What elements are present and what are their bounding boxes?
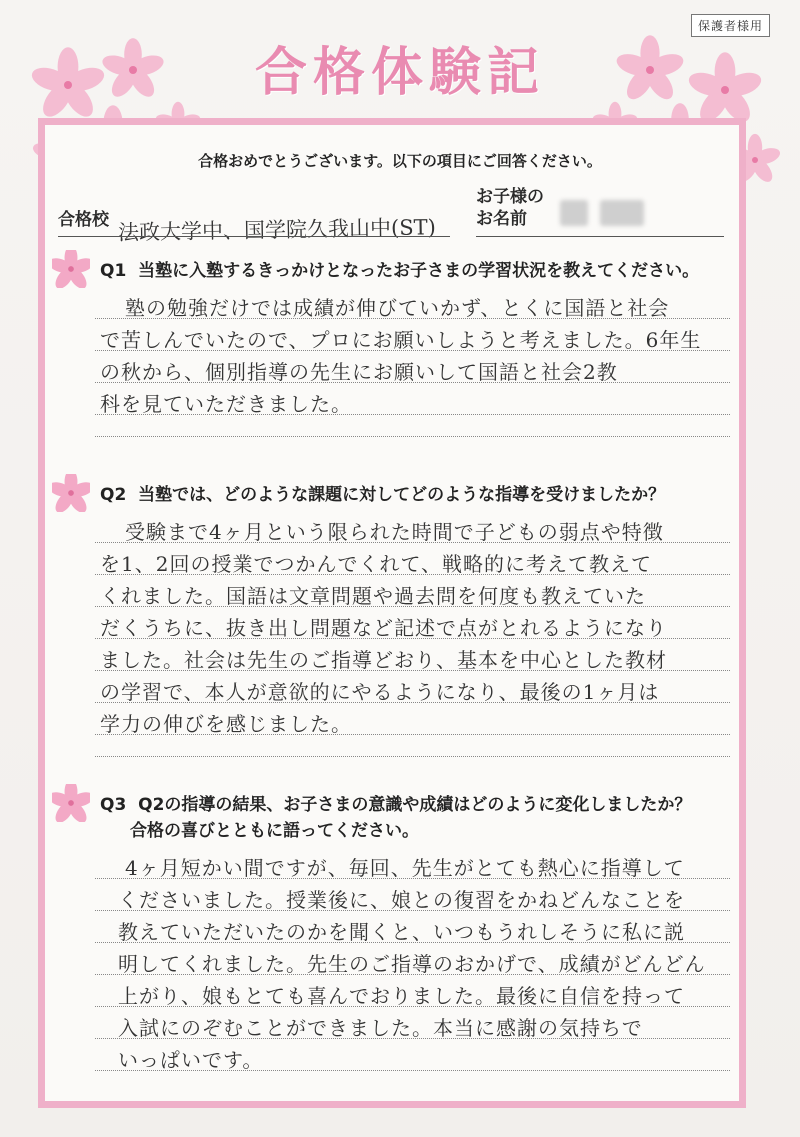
- usage-badge: 保護者様用: [691, 14, 770, 37]
- ruled-line: [95, 756, 730, 757]
- ruled-line: [95, 606, 730, 607]
- question-number: Q1: [100, 261, 127, 281]
- child-name-label-line2: お名前: [476, 209, 527, 229]
- ruled-line: [95, 974, 730, 975]
- answer-line: 受験まで4ヶ月という限られた時間で子どもの弱点や特徴: [125, 520, 664, 544]
- answer-line: 明してくれました。先生のご指導のおかげで、成績がどんどん: [118, 952, 706, 976]
- ruled-line: [95, 350, 730, 351]
- question-text: 当塾では、どのような課題に対してどのような指導を受けましたか？: [138, 485, 666, 505]
- ruled-line: [95, 734, 730, 735]
- ruled-line: [95, 1070, 730, 1071]
- answer-line: 科を見ていただきました。: [100, 392, 352, 416]
- question-text: 当塾に入塾するきっかけとなったお子さまの学習状況を教えてください。: [138, 261, 700, 281]
- school-label: 合格校: [58, 210, 109, 230]
- answer-line: の学習で、本人が意欲的にやるようになり、最後の1ヶ月は: [100, 680, 660, 704]
- answer-line: 入試にのぞむことができました。本当に感謝の気持ちで: [118, 1016, 643, 1040]
- flower-icon: [52, 474, 90, 512]
- ruled-line: [95, 878, 730, 879]
- answer-line: くださいました。授業後に、娘との復習をかねどんなことを: [118, 888, 685, 912]
- ruled-line: [95, 638, 730, 639]
- ruled-line: [95, 436, 730, 437]
- intro-text: 合格おめでとうございます。以下の項目にご回答ください。: [198, 152, 602, 170]
- child-name-label-line1: お子様の: [476, 187, 544, 207]
- answer-line: いっぱいです。: [118, 1048, 264, 1072]
- flower-icon: [52, 784, 90, 822]
- redacted-name-1: [560, 200, 588, 226]
- question-text-line2: 合格の喜びとともに語ってください。: [130, 821, 419, 841]
- ruled-line: [95, 942, 730, 943]
- ruled-line: [95, 542, 730, 543]
- ruled-line: [95, 414, 730, 415]
- answer-line: 4ヶ月短かい間ですが、毎回、先生がとても熱心に指導して: [125, 856, 685, 880]
- ruled-line: [95, 1006, 730, 1007]
- question-2: [100, 482, 665, 508]
- ruled-line: [95, 318, 730, 319]
- page-title: 合格体験記: [254, 43, 545, 103]
- question-number: Q3: [100, 795, 127, 815]
- answer-line: だくうちに、抜き出し問題など記述で点がとれるようになり: [100, 616, 667, 640]
- ruled-line: [95, 1038, 730, 1039]
- answer-line: 教えていただいたのかを聞くと、いつもうれしそうに私に説: [118, 920, 685, 944]
- question-3: [100, 792, 691, 844]
- answer-line: 学力の伸びを感じました。: [100, 712, 352, 736]
- ruled-line: [95, 574, 730, 575]
- ruled-line: [95, 382, 730, 383]
- school-value: 法政大学中、国学院久我山中(ST): [117, 215, 436, 245]
- answer-line: 上がり、娘もとても喜んでおりました。最後に自信を持って: [118, 984, 685, 1008]
- question-1: [100, 258, 699, 284]
- answer-line: で苦しんでいたので、プロにお願いしようと考えました。6年生: [100, 328, 702, 352]
- flower-icon: [52, 250, 90, 288]
- ruled-line: [95, 670, 730, 671]
- answer-line: ました。社会は先生のご指導どおり、基本を中心とした教材: [100, 648, 667, 672]
- answer-line: くれました。国語は文章問題や過去問を何度も教えていた: [100, 584, 646, 608]
- child-name-underline: [476, 236, 724, 237]
- answer-line: 塾の勉強だけでは成績が伸びていかず、とくに国語と社会: [125, 296, 670, 320]
- question-number: Q2: [100, 485, 127, 505]
- redacted-name-2: [600, 200, 644, 226]
- ruled-line: [95, 702, 730, 703]
- school-underline: [58, 236, 450, 237]
- answer-line: を1、2回の授業でつかんでくれて、戦略的に考えて教えて: [100, 552, 653, 576]
- question-text: Q2の指導の結果、お子さまの意識や成績はどのように変化しましたか？: [138, 795, 692, 815]
- child-name-label: [476, 186, 544, 230]
- answer-line: の秋から、個別指導の先生にお願いして国語と社会2教: [100, 360, 618, 384]
- ruled-line: [95, 910, 730, 911]
